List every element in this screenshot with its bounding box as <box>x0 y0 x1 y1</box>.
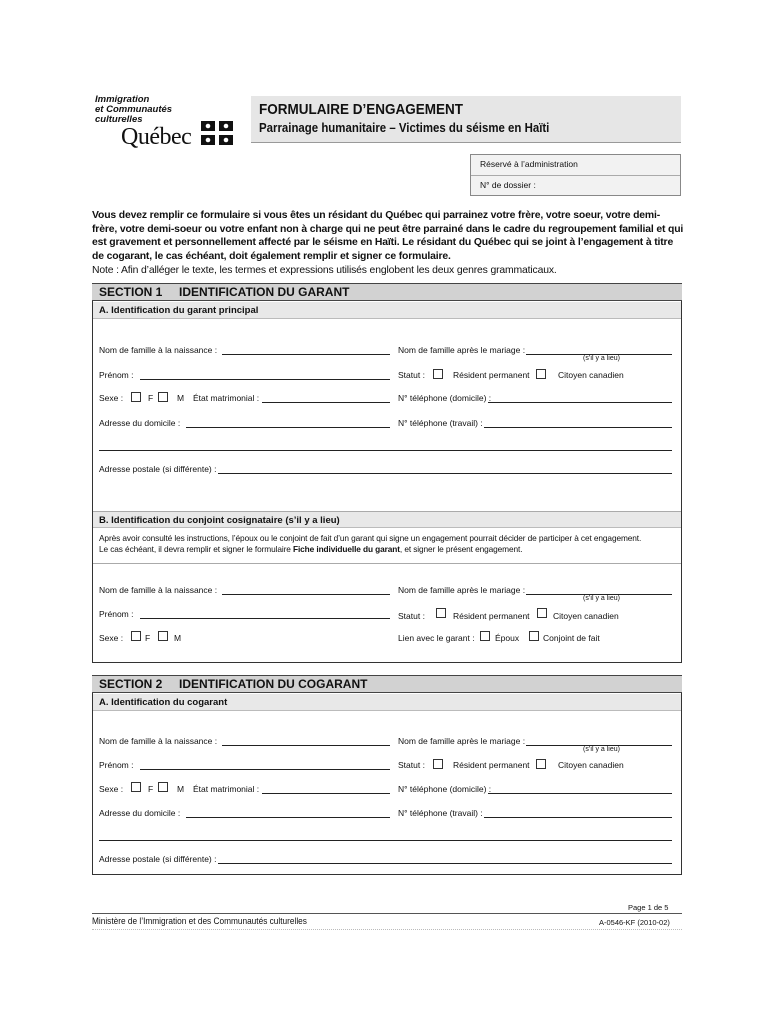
cosigner-if-applicable-note: (s’il y a lieu) <box>583 595 620 602</box>
form-subtitle: Parrainage humanitaire – Victimes du séisme en Haïti <box>259 120 550 135</box>
link-with-guarantor-label: Lien avec le garant : <box>398 633 475 643</box>
spouse-label: Époux <box>495 633 520 643</box>
section1-title: SECTION 1 IDENTIFICATION DU GARANT <box>92 283 682 301</box>
if-applicable-note: (s’il y a lieu) <box>583 355 620 362</box>
cogarant-first-name-field[interactable] <box>140 769 390 770</box>
married-name-label: Nom de famille après le mariage : <box>398 345 526 355</box>
cogarant-status-label: Statut : <box>398 760 425 770</box>
postal-address-field[interactable] <box>218 473 672 474</box>
sex-f-label: F <box>148 393 154 403</box>
cosigner-canadian-citizen-checkbox[interactable] <box>537 608 547 618</box>
footer-rule <box>92 913 682 914</box>
cosigner-first-name-label: Prénom : <box>99 609 134 619</box>
cogarant-married-name-label: Nom de famille après le mariage : <box>398 736 526 746</box>
cosigner-birth-name-label: Nom de famille à la naissance : <box>99 585 218 595</box>
fleur-de-lis-flag-icon <box>201 121 233 145</box>
home-address-line2-field[interactable] <box>99 450 672 451</box>
cogarant-postal-address-label: Adresse postale (si différente) : <box>99 854 217 864</box>
section2-title: SECTION 2 IDENTIFICATION DU COGARANT <box>92 675 682 693</box>
footer-dotted-rule <box>92 929 682 930</box>
quebec-wordmark: Québec <box>121 124 192 150</box>
cosigner-sex-f-label: F <box>145 633 151 643</box>
cogarant-if-applicable-note: (s’il y a lieu) <box>583 746 620 753</box>
home-address-label: Adresse du domicile : <box>99 418 181 428</box>
cogarant-marital-status-field[interactable] <box>262 793 390 794</box>
marital-status-field[interactable] <box>262 402 390 403</box>
admin-reserved-label: Réservé à l’administration <box>480 159 578 169</box>
birth-name-field[interactable] <box>222 354 390 355</box>
cosigner-permanent-resident-label: Résident permanent <box>453 611 530 621</box>
canadian-citizen-label: Citoyen canadien <box>558 370 624 380</box>
section1-partA-header: A. Identification du garant principal <box>93 302 681 319</box>
cogarant-birth-name-field[interactable] <box>222 745 390 746</box>
cosigner-sex-label: Sexe : <box>99 633 124 643</box>
cogarant-sex-m-label: M <box>177 784 185 794</box>
ministry-name: Immigration et Communautés culturelles <box>95 94 173 125</box>
common-law-checkbox[interactable] <box>529 631 539 641</box>
home-address-field[interactable] <box>186 427 390 428</box>
cosigner-status-label: Statut : <box>398 611 425 621</box>
phone-work-field[interactable] <box>484 427 672 428</box>
cogarant-marital-status-label: État matrimonial : <box>193 784 260 794</box>
cosigner-sex-m-label: M <box>174 633 182 643</box>
cogarant-canadian-citizen-label: Citoyen canadien <box>558 760 624 770</box>
file-number-label: N° de dossier : <box>480 180 536 190</box>
cosigner-sex-m-checkbox[interactable] <box>158 631 168 641</box>
section1-partB-header: B. Identification du conjoint cosignataire (s’il y a lieu) <box>93 511 681 528</box>
cogarant-permanent-resident-label: Résident permanent <box>453 760 530 770</box>
cogarant-canadian-citizen-checkbox[interactable] <box>536 759 546 769</box>
cogarant-home-address-label: Adresse du domicile : <box>99 808 181 818</box>
cogarant-sex-f-label: F <box>148 784 154 794</box>
phone-home-field[interactable] <box>488 402 672 403</box>
cogarant-first-name-label: Prénom : <box>99 760 134 770</box>
page-number: Page 1 de 5 <box>628 903 669 912</box>
cosigner-canadian-citizen-label: Citoyen canadien <box>553 611 619 621</box>
sex-label: Sexe : <box>99 393 124 403</box>
cogarant-postal-address-field[interactable] <box>218 863 672 864</box>
permanent-resident-label: Résident permanent <box>453 370 530 380</box>
phone-home-label: N° téléphone (domicile) : <box>398 393 492 403</box>
permanent-resident-checkbox[interactable] <box>433 369 443 379</box>
intro-text: Vous devez remplir ce formulaire si vous êtes un résidant du Québec qui parrainez votre frère, votre soeur, votre demi-frère, votre demi-soeur ou votre enfant non à charge qui ne peut être parrainé dans le cadre du regroupement familial et qui est gravement et personnellement affecté par le séisme en Haïti. Le résidant du Québec qui se joint à l’engagement à titre de cogarant, le cas échéant, doit également remplir et signer ce formulaire. <box>92 210 684 262</box>
intro-note: Note : Afin d’alléger le texte, les termes et expressions utilisés englobent les deux genres grammaticaux. <box>92 265 557 276</box>
first-name-label: Prénom : <box>99 370 134 380</box>
admin-box <box>470 154 681 196</box>
status-label: Statut : <box>398 370 425 380</box>
cosigner-birth-name-field[interactable] <box>222 594 390 595</box>
cogarant-phone-home-label: N° téléphone (domicile) : <box>398 784 492 794</box>
cosigner-married-name-label: Nom de famille après le mariage : <box>398 585 526 595</box>
cogarant-home-address-line2-field[interactable] <box>99 840 672 841</box>
cosigner-sex-f-checkbox[interactable] <box>131 631 141 641</box>
partB-instructions: Après avoir consulté les instructions, l’époux ou le conjoint de fait d’un garant qui signe un engagement pourrait décider de participer à cet engagement. Le cas échéant, il devra remplir et signer le formulaire Fiche individuelle du garant, et signer le présent engagement. <box>99 533 642 554</box>
cogarant-sex-m-checkbox[interactable] <box>158 782 168 792</box>
section2-partA-header: A. Identification du cogarant <box>93 694 681 711</box>
cogarant-birth-name-label: Nom de famille à la naissance : <box>99 736 218 746</box>
form-title: FORMULAIRE D’ENGAGEMENT <box>259 101 464 118</box>
partB-divider <box>93 563 681 564</box>
first-name-field[interactable] <box>140 379 390 380</box>
cogarant-phone-home-field[interactable] <box>488 793 672 794</box>
cosigner-permanent-resident-checkbox[interactable] <box>436 608 446 618</box>
sex-m-checkbox[interactable] <box>158 392 168 402</box>
spouse-checkbox[interactable] <box>480 631 490 641</box>
birth-name-label: Nom de famille à la naissance : <box>99 345 218 355</box>
sex-m-label: M <box>177 393 185 403</box>
cogarant-phone-work-field[interactable] <box>484 817 672 818</box>
cogarant-phone-work-label: N° téléphone (travail) : <box>398 808 483 818</box>
common-law-label: Conjoint de fait <box>543 633 600 643</box>
cogarant-sex-label: Sexe : <box>99 784 124 794</box>
cogarant-sex-f-checkbox[interactable] <box>131 782 141 792</box>
marital-status-label: État matrimonial : <box>193 393 260 403</box>
cogarant-home-address-field[interactable] <box>186 817 390 818</box>
footer-ministry: Ministère de l’Immigration et des Communautés culturelles <box>92 916 307 926</box>
postal-address-label: Adresse postale (si différente) : <box>99 464 217 474</box>
phone-work-label: N° téléphone (travail) : <box>398 418 483 428</box>
form-code: A-0546-KF (2010-02) <box>599 918 670 927</box>
sex-f-checkbox[interactable] <box>131 392 141 402</box>
cosigner-first-name-field[interactable] <box>140 618 390 619</box>
canadian-citizen-checkbox[interactable] <box>536 369 546 379</box>
cogarant-permanent-resident-checkbox[interactable] <box>433 759 443 769</box>
